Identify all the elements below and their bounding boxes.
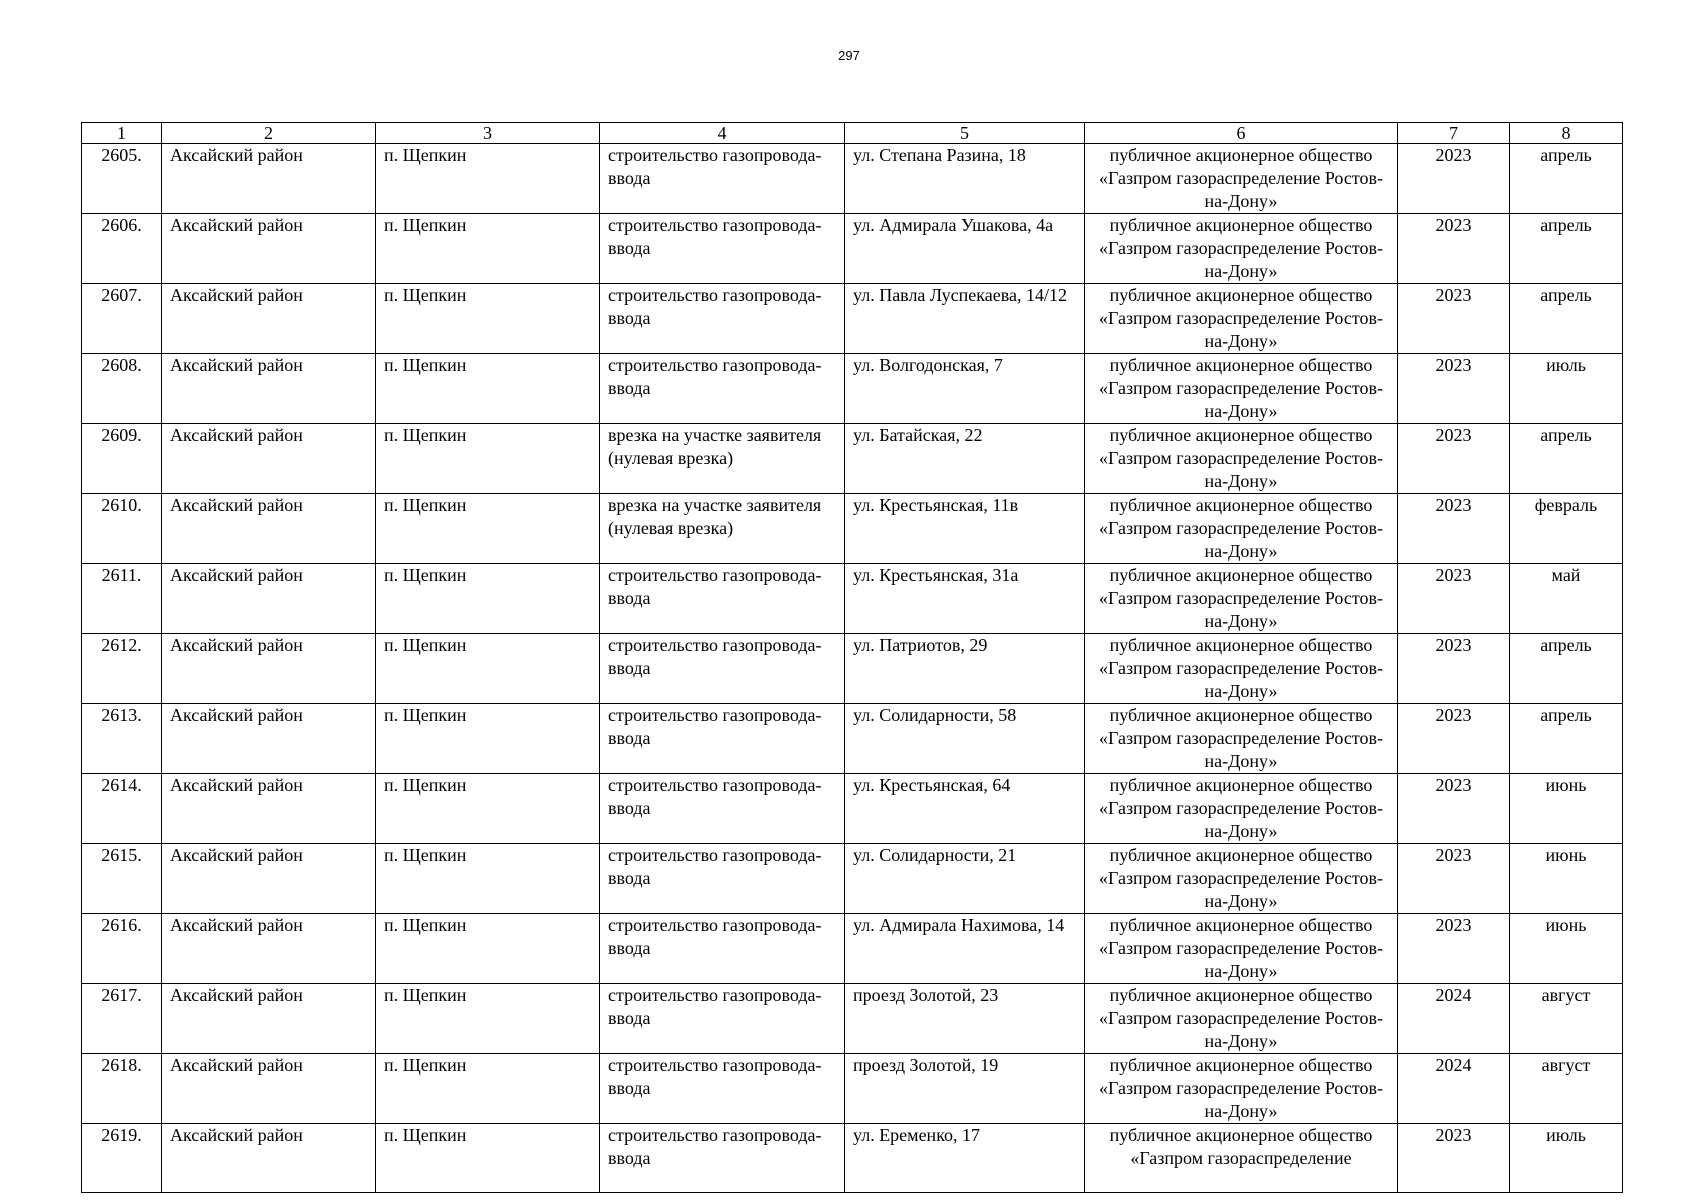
work-type-cell: строительство газопровода-ввода [600, 634, 845, 704]
table-row [82, 914, 1623, 984]
settlement-cell: п. Щепкин [376, 704, 600, 774]
district-cell: Аксайский район [162, 424, 376, 494]
work-type-cell: строительство газопровода-ввода [600, 1054, 845, 1124]
district-cell: Аксайский район [162, 984, 376, 1054]
table-row [82, 424, 1623, 494]
row-number: 2611. [82, 564, 162, 634]
district-cell: Аксайский район [162, 284, 376, 354]
organization-cell: публичное акционерное общество «Газпром газораспределение Ростов-на-Дону» [1085, 144, 1398, 214]
row-number: 2606. [82, 214, 162, 284]
row-number: 2608. [82, 354, 162, 424]
column-header: 3 [376, 123, 600, 144]
organization-cell: публичное акционерное общество «Газпром газораспределение Ростов-на-Дону» [1085, 354, 1398, 424]
row-number: 2615. [82, 844, 162, 914]
year-cell: 2023 [1398, 424, 1510, 494]
column-header: 2 [162, 123, 376, 144]
address-cell: ул. Павла Луспекаева, 14/12 [845, 284, 1085, 354]
district-cell: Аксайский район [162, 844, 376, 914]
settlement-cell: п. Щепкин [376, 564, 600, 634]
table-body [82, 144, 1623, 1193]
district-cell: Аксайский район [162, 914, 376, 984]
column-number-row [82, 123, 1623, 144]
month-cell: июль [1510, 354, 1623, 424]
work-type-cell: строительство газопровода-ввода [600, 564, 845, 634]
district-cell: Аксайский район [162, 214, 376, 284]
address-cell: ул. Еременко, 17 [845, 1124, 1085, 1193]
month-cell: август [1510, 984, 1623, 1054]
district-cell: Аксайский район [162, 774, 376, 844]
work-type-cell: строительство газопровода-ввода [600, 704, 845, 774]
row-number: 2607. [82, 284, 162, 354]
settlement-cell: п. Щепкин [376, 634, 600, 704]
table-row [82, 284, 1623, 354]
organization-cell: публичное акционерное общество «Газпром газораспределение Ростов-на-Дону» [1085, 494, 1398, 564]
table-row [82, 984, 1623, 1054]
month-cell: апрель [1510, 284, 1623, 354]
column-header: 7 [1398, 123, 1510, 144]
organization-cell: публичное акционерное общество «Газпром газораспределение Ростов-на-Дону» [1085, 774, 1398, 844]
settlement-cell: п. Щепкин [376, 774, 600, 844]
row-number: 2614. [82, 774, 162, 844]
row-number: 2610. [82, 494, 162, 564]
month-cell: апрель [1510, 214, 1623, 284]
column-header: 5 [845, 123, 1085, 144]
district-cell: Аксайский район [162, 1124, 376, 1193]
column-header: 1 [82, 123, 162, 144]
district-cell: Аксайский район [162, 354, 376, 424]
district-cell: Аксайский район [162, 564, 376, 634]
address-cell: ул. Адмирала Ушакова, 4а [845, 214, 1085, 284]
settlement-cell: п. Щепкин [376, 354, 600, 424]
table-row [82, 1124, 1623, 1193]
settlement-cell: п. Щепкин [376, 494, 600, 564]
row-number: 2613. [82, 704, 162, 774]
month-cell: июль [1510, 1124, 1623, 1193]
month-cell: август [1510, 1054, 1623, 1124]
address-cell: проезд Золотой, 19 [845, 1054, 1085, 1124]
month-cell: апрель [1510, 424, 1623, 494]
column-header: 4 [600, 123, 845, 144]
organization-cell: публичное акционерное общество «Газпром газораспределение Ростов-на-Дону» [1085, 1054, 1398, 1124]
work-type-cell: строительство газопровода-ввода [600, 774, 845, 844]
address-cell: ул. Крестьянская, 11в [845, 494, 1085, 564]
district-cell: Аксайский район [162, 704, 376, 774]
settlement-cell: п. Щепкин [376, 844, 600, 914]
organization-cell: публичное акционерное общество «Газпром газораспределение Ростов-на-Дону» [1085, 214, 1398, 284]
table-row [82, 214, 1623, 284]
address-cell: ул. Крестьянская, 31а [845, 564, 1085, 634]
column-header: 8 [1510, 123, 1623, 144]
address-cell: ул. Волгодонская, 7 [845, 354, 1085, 424]
table-row [82, 144, 1623, 214]
district-cell: Аксайский район [162, 1054, 376, 1124]
settlement-cell: п. Щепкин [376, 214, 600, 284]
page-number: 297 [838, 48, 860, 63]
work-type-cell: строительство газопровода-ввода [600, 284, 845, 354]
row-number: 2605. [82, 144, 162, 214]
organization-cell: публичное акционерное общество «Газпром газораспределение [1085, 1124, 1398, 1193]
register-table-container [81, 122, 1622, 1168]
work-type-cell: строительство газопровода-ввода [600, 144, 845, 214]
row-number: 2617. [82, 984, 162, 1054]
year-cell: 2023 [1398, 354, 1510, 424]
month-cell: февраль [1510, 494, 1623, 564]
year-cell: 2023 [1398, 1124, 1510, 1193]
organization-cell: публичное акционерное общество «Газпром газораспределение Ростов-на-Дону» [1085, 284, 1398, 354]
row-number: 2618. [82, 1054, 162, 1124]
month-cell: июнь [1510, 844, 1623, 914]
year-cell: 2023 [1398, 914, 1510, 984]
organization-cell: публичное акционерное общество «Газпром газораспределение Ростов-на-Дону» [1085, 704, 1398, 774]
address-cell: ул. Батайская, 22 [845, 424, 1085, 494]
row-number: 2609. [82, 424, 162, 494]
settlement-cell: п. Щепкин [376, 144, 600, 214]
year-cell: 2023 [1398, 494, 1510, 564]
year-cell: 2023 [1398, 704, 1510, 774]
settlement-cell: п. Щепкин [376, 984, 600, 1054]
organization-cell: публичное акционерное общество «Газпром газораспределение Ростов-на-Дону» [1085, 424, 1398, 494]
month-cell: апрель [1510, 634, 1623, 704]
row-number: 2616. [82, 914, 162, 984]
work-type-cell: врезка на участке заявителя (нулевая врезка) [600, 424, 845, 494]
organization-cell: публичное акционерное общество «Газпром газораспределение Ростов-на-Дону» [1085, 984, 1398, 1054]
address-cell: ул. Солидарности, 21 [845, 844, 1085, 914]
organization-cell: публичное акционерное общество «Газпром газораспределение Ростов-на-Дону» [1085, 914, 1398, 984]
settlement-cell: п. Щепкин [376, 284, 600, 354]
table-row [82, 774, 1623, 844]
work-type-cell: строительство газопровода-ввода [600, 354, 845, 424]
table-row [82, 844, 1623, 914]
year-cell: 2023 [1398, 774, 1510, 844]
year-cell: 2023 [1398, 144, 1510, 214]
settlement-cell: п. Щепкин [376, 424, 600, 494]
table-row [82, 634, 1623, 704]
work-type-cell: строительство газопровода-ввода [600, 984, 845, 1054]
year-cell: 2023 [1398, 634, 1510, 704]
organization-cell: публичное акционерное общество «Газпром газораспределение Ростов-на-Дону» [1085, 844, 1398, 914]
work-type-cell: строительство газопровода-ввода [600, 214, 845, 284]
table-row [82, 354, 1623, 424]
register-table [81, 122, 1623, 1193]
year-cell: 2024 [1398, 1054, 1510, 1124]
year-cell: 2023 [1398, 284, 1510, 354]
work-type-cell: строительство газопровода-ввода [600, 1124, 845, 1193]
district-cell: Аксайский район [162, 634, 376, 704]
address-cell: ул. Патриотов, 29 [845, 634, 1085, 704]
row-number: 2619. [82, 1124, 162, 1193]
address-cell: ул. Солидарности, 58 [845, 704, 1085, 774]
settlement-cell: п. Щепкин [376, 914, 600, 984]
year-cell: 2024 [1398, 984, 1510, 1054]
district-cell: Аксайский район [162, 144, 376, 214]
settlement-cell: п. Щепкин [376, 1054, 600, 1124]
address-cell: проезд Золотой, 23 [845, 984, 1085, 1054]
table-row [82, 564, 1623, 634]
row-number: 2612. [82, 634, 162, 704]
address-cell: ул. Степана Разина, 18 [845, 144, 1085, 214]
table-row [82, 704, 1623, 774]
work-type-cell: строительство газопровода-ввода [600, 844, 845, 914]
year-cell: 2023 [1398, 564, 1510, 634]
column-header: 6 [1085, 123, 1398, 144]
address-cell: ул. Крестьянская, 64 [845, 774, 1085, 844]
month-cell: апрель [1510, 704, 1623, 774]
district-cell: Аксайский район [162, 494, 376, 564]
year-cell: 2023 [1398, 844, 1510, 914]
table-row [82, 494, 1623, 564]
month-cell: май [1510, 564, 1623, 634]
address-cell: ул. Адмирала Нахимова, 14 [845, 914, 1085, 984]
year-cell: 2023 [1398, 214, 1510, 284]
organization-cell: публичное акционерное общество «Газпром газораспределение Ростов-на-Дону» [1085, 634, 1398, 704]
month-cell: июнь [1510, 914, 1623, 984]
month-cell: апрель [1510, 144, 1623, 214]
work-type-cell: врезка на участке заявителя (нулевая врезка) [600, 494, 845, 564]
settlement-cell: п. Щепкин [376, 1124, 600, 1193]
table-row [82, 1054, 1623, 1124]
organization-cell: публичное акционерное общество «Газпром газораспределение Ростов-на-Дону» [1085, 564, 1398, 634]
work-type-cell: строительство газопровода-ввода [600, 914, 845, 984]
month-cell: июнь [1510, 774, 1623, 844]
